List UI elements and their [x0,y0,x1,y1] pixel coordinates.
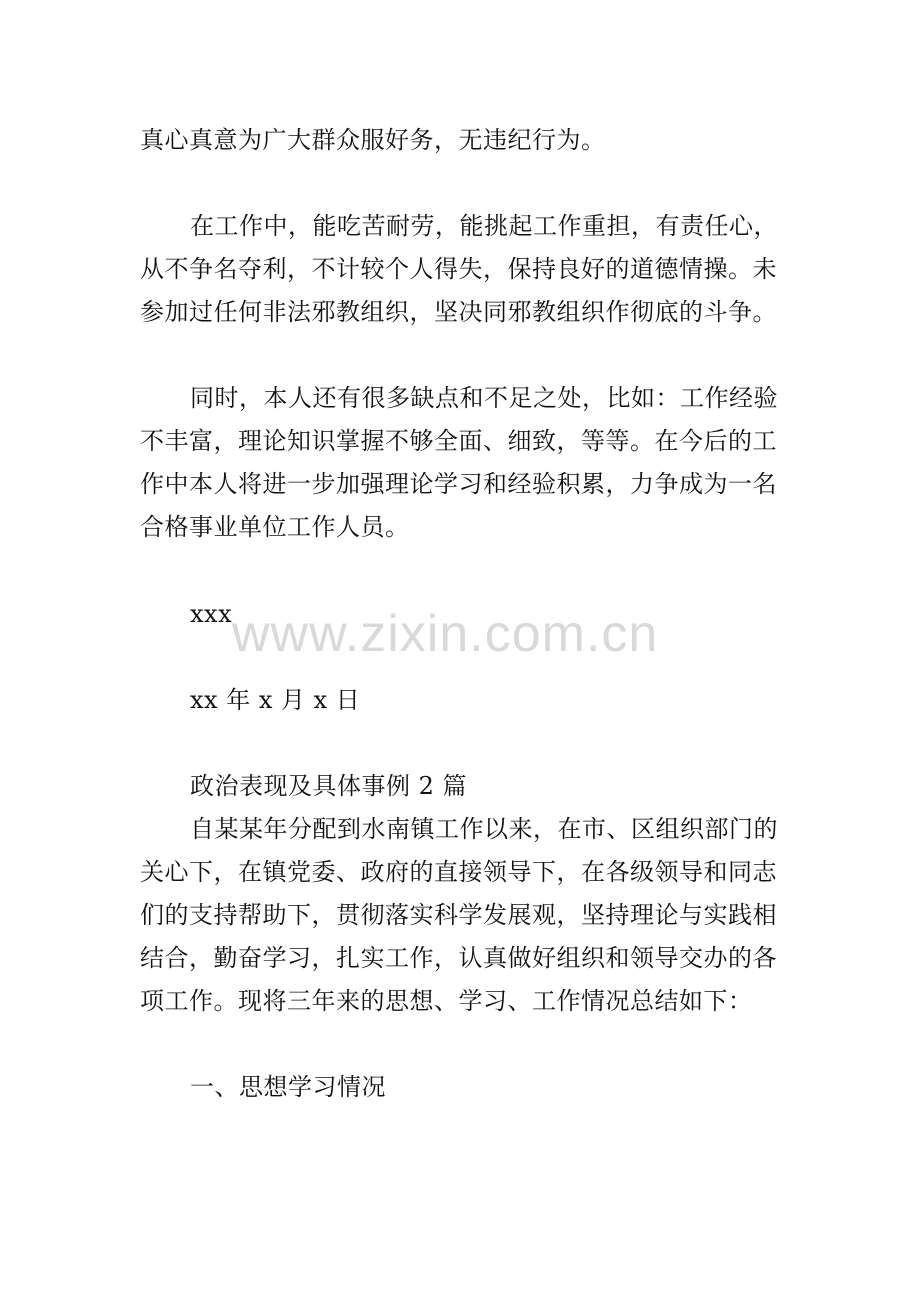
text-line: 自某某年分配到水南镇工作以来，在市、区组织部门的 [190,815,778,843]
signature-date: xx 年 x 月 x 日 [190,686,361,714]
text-line: 合格事业单位工作人员。 [140,513,410,541]
text-line: 不丰富，理论知识掌握不够全面、细致，等等。在今后的工 [140,427,777,455]
text-line: 真心真意为广大群众服好务，无违纪行为。 [140,126,606,154]
section-title: 政治表现及具体事例 2 篇 [190,772,468,800]
text-line: 在工作中，能吃苦耐劳，能挑起工作重担，有责任心， [190,212,778,240]
text-line: 参加过任何非法邪教组织，坚决同邪教组织作彻底的斗争。 [140,298,777,326]
text-line: 们的支持帮助下，贯彻落实科学发展观，坚持理论与实践相 [140,901,777,929]
subsection-title: 一、思想学习情况 [190,1073,386,1101]
text-line: 从不争名夺利，不计较个人得失，保持良好的道德情操。未 [140,255,777,283]
text-line: 关心下，在镇党委、政府的直接领导下，在各级领导和同志 [140,858,777,886]
text-line: 结合，勤奋学习，扎实工作，认真做好组织和领导交办的各 [140,944,777,972]
watermark: www.zixin.com.cn [232,605,659,663]
text-line: 同时，本人还有很多缺点和不足之处，比如：工作经验 [190,384,778,412]
text-line: 项工作。现将三年来的思想、学习、工作情况总结如下： [140,987,753,1015]
signature-name: xxx [190,600,233,628]
text-line: 作中本人将进一步加强理论学习和经验积累，力争成为一名 [140,470,777,498]
